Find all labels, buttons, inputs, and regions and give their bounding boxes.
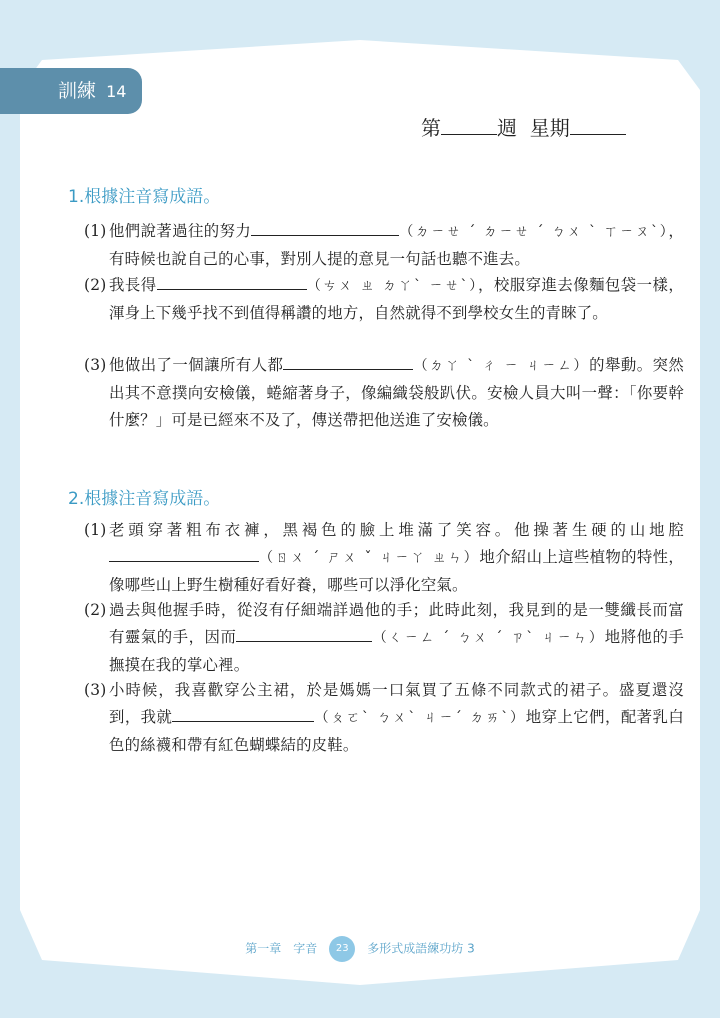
question-number: (3) — [84, 681, 107, 699]
answer-blank[interactable] — [251, 219, 399, 236]
question-text-after: 地將他的手撫摸在我的掌心裡。 — [109, 628, 684, 674]
zhuyin-hint: （ㄑㄧㄥ ˊ ㄅㄨ ˊ ㄗˋ ㄐㄧㄣ） — [372, 630, 605, 646]
question-1-2 — [84, 272, 684, 327]
question-1-3 — [84, 352, 684, 434]
question-2-3 — [84, 677, 684, 759]
week-label: 週 — [497, 116, 517, 140]
question-text-before: 他做出了一個讓所有人都 — [109, 356, 284, 374]
tab-number: 14 — [106, 82, 127, 101]
question-text-before: 老頭穿著粗布衣褲，黑褐色的臉上堆滿了笑容。他操著生硬的山地腔 — [109, 521, 684, 539]
question-text-after: 地介紹山上這些植物的特性，像哪些山上野生樹種好看好養，哪些可以淨化空氣。 — [109, 548, 684, 594]
question-text-before: 我長得 — [109, 276, 157, 294]
question-text-before: 過去與他握手時，從沒有仔細端詳過他的手；此時此刻，我見到的是一雙纖長而富有靈氣的手，因而 — [109, 601, 684, 646]
question-number: (2) — [84, 276, 107, 294]
footer-chapter: 第一章 字音 — [245, 941, 318, 956]
page-number: 23 — [329, 936, 355, 962]
zhuyin-hint: （ㄉㄧㄝ ˊ ㄉㄧㄝ ˊ ㄅㄨ ˋ ㄒㄧㄡˋ） — [399, 224, 669, 240]
day-label: 星期 — [529, 116, 570, 140]
question-number: (1) — [84, 521, 107, 539]
answer-blank[interactable] — [109, 545, 259, 562]
week-blank[interactable] — [441, 116, 497, 135]
question-text-after: ，有時候也說自己的心事，對別人提的意見一句話也聽不進去。 — [109, 222, 684, 268]
zhuyin-hint: （ㄉㄚ ˋ ㄔ ㄧ ㄐㄧㄥ） — [413, 358, 590, 374]
section-2-title: 2.根據注音寫成語。 — [68, 489, 221, 509]
week-prefix: 第 — [421, 116, 441, 140]
tab-label: 訓練 — [58, 80, 97, 102]
question-text-after: ，校服穿進去像麵包袋一樣，渾身上下幾乎找不到值得稱讚的地方，自然就得不到學校女生的青睞了。 — [109, 276, 684, 322]
week-day-line — [421, 112, 626, 141]
question-number: (3) — [84, 356, 107, 374]
training-tab — [0, 68, 142, 114]
question-text-after: 的舉動。突然出其不意撲向安檢儀，蜷縮著身子，像編織袋般趴伏。安檢人員大叫一聲：「你要幹什麼？」可是已經來不及了，傳送帶把他送進了安檢儀。 — [109, 356, 684, 429]
question-2-2 — [84, 597, 684, 679]
answer-blank[interactable] — [283, 353, 413, 370]
section-1-title: 1.根據注音寫成語。 — [68, 187, 221, 207]
day-blank[interactable] — [570, 116, 626, 135]
question-1-1 — [84, 218, 684, 273]
question-text-before: 小時候，我喜歡穿公主裙，於是媽媽一口氣買了五條不同款式的裙子。盛夏還沒到，我就 — [109, 681, 684, 726]
question-2-1 — [84, 517, 684, 599]
page-footer — [0, 936, 720, 962]
zhuyin-hint: （ㄖㄨ ˊ ㄕㄨ ˇ ㄐㄧㄚ ㄓㄣ） — [259, 550, 480, 566]
answer-blank[interactable] — [157, 273, 307, 290]
footer-book-title: 多形式成語練功坊 3 — [367, 941, 475, 956]
zhuyin-hint: （ㄘㄨ ㄓ ㄉㄚˋ ㄧㄝˋ） — [306, 278, 479, 294]
question-number: (2) — [84, 601, 107, 619]
question-number: (1) — [84, 222, 107, 240]
question-text-before: 他們說著過往的努力 — [109, 222, 252, 240]
answer-blank[interactable] — [172, 705, 314, 722]
question-text-after: 地穿上它們，配著乳白色的絲襪和帶有紅色蝴蝶結的皮鞋。 — [109, 708, 684, 754]
zhuyin-hint: （ㄆㄛˋ ㄅㄨˋ ㄐㄧˊ ㄉㄞˋ） — [314, 710, 526, 726]
answer-blank[interactable] — [236, 625, 372, 642]
